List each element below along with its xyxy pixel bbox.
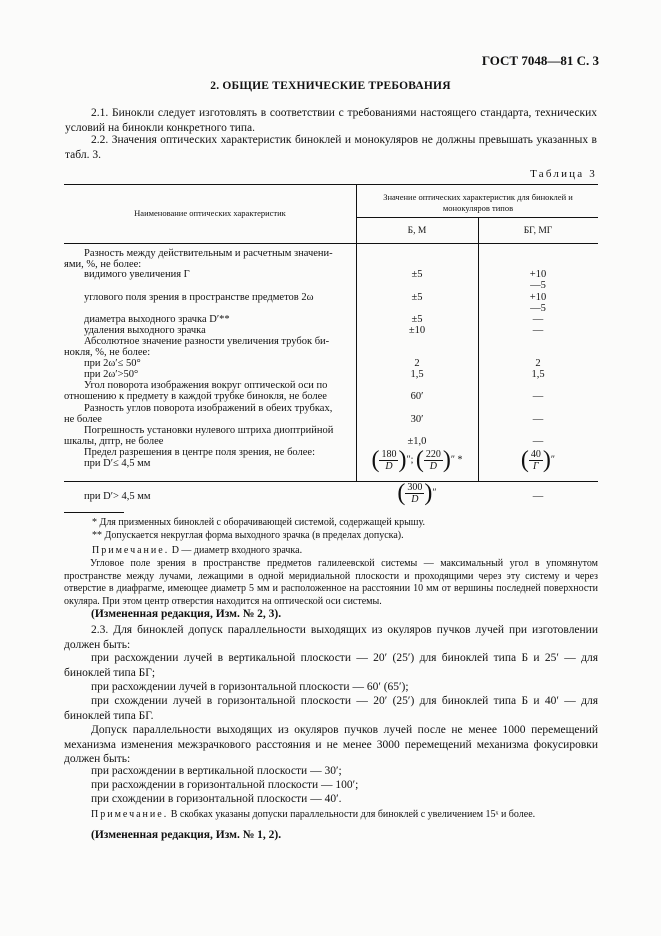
row-label: не более bbox=[64, 414, 102, 425]
cell-bm: ±5 bbox=[411, 314, 423, 325]
row-label: при D′≤ 4,5 мм bbox=[84, 458, 151, 469]
cell-bm: 1,5 bbox=[410, 369, 424, 380]
paragraph-2-3-item: при расхождении в горизонтальной плоскости — 100′; bbox=[91, 779, 359, 791]
cell-bm-resolution-2: ( $\frac{300}{D}$ )″ bbox=[397, 480, 437, 506]
note-3 bbox=[91, 809, 535, 822]
row-label: удаления выходного зрачка bbox=[84, 325, 206, 336]
cell-bm: ±1,0 bbox=[407, 436, 427, 447]
note-3-head: Примечание. bbox=[91, 809, 169, 820]
edit-note-1: (Измененная редакция, Изм. № 2, 3). bbox=[91, 608, 282, 620]
cell-bgmg: — bbox=[532, 491, 544, 502]
cell-bgmg: 2 bbox=[535, 358, 541, 369]
row-label: шкалы, дптр, не более bbox=[64, 436, 164, 447]
cell-bm: 2 bbox=[414, 358, 420, 369]
cell-bgmg: +10 bbox=[529, 292, 547, 303]
table-top-rule bbox=[64, 184, 598, 185]
section-title: 2. ОБЩИЕ ТЕХНИЧЕСКИЕ ТРЕБОВАНИЯ bbox=[210, 80, 451, 92]
col-bm-header: Б, М bbox=[407, 226, 427, 236]
paragraph-2-3-item: при расхождении лучей в вертикальной плоскости — 20′ (25′) для биноклей типа Б и 25′ — для биноклей типа БГ; bbox=[64, 652, 598, 679]
cell-bgmg: —5 bbox=[530, 303, 546, 314]
note-1 bbox=[92, 545, 302, 558]
cell-bgmg: — bbox=[532, 314, 544, 325]
table-caption: Таблица 3 bbox=[530, 168, 597, 180]
edit-note-2: (Измененная редакция, Изм. № 1, 2). bbox=[91, 829, 282, 841]
paragraph-2-3-item: при расхождении лучей в горизонтальной плоскости — 60′ (65′); bbox=[91, 681, 409, 693]
cell-bgmg: —5 bbox=[530, 280, 546, 291]
row-label: видимого увеличения Г bbox=[84, 269, 190, 280]
table-bottom-rule bbox=[64, 481, 598, 482]
cell-bm: 60′ bbox=[410, 391, 424, 402]
cell-bgmg: — bbox=[532, 325, 544, 336]
cell-bgmg-resolution: ( $\frac{40}{Г}$ )″ bbox=[520, 447, 556, 473]
row-label: Погрешность установки нулевого штриха диоптрийной bbox=[84, 425, 334, 436]
col-values-header: Значение оптических характеристик для биноклей и монокуляров типов bbox=[383, 192, 573, 213]
note-1-text: D — диаметр входного зрачка. bbox=[171, 545, 303, 556]
row-label: при 2ω′>50° bbox=[84, 369, 139, 380]
paragraph-2-1: 2.1. Бинокли следует изготовлять в соответствии с требованиями настоящего стандарта, технических условий на бинокли конкретного типа. bbox=[65, 107, 597, 134]
cell-bgmg: 1,5 bbox=[531, 369, 545, 380]
row-label: при D′> 4,5 мм bbox=[84, 491, 151, 502]
note-2: Угловое поле зрения в пространстве предметов галилеевской системы — максимальный угол в упомянутом пространстве между лучами, лежащими в одной меридиальной плоскости и проходящими через эту систему и через отверстие в диафрагме, имеющее диаметр 5 мм и расположенное на расстоянии 10 мм от вершины последней поверхности окуляра. При этом центр отверстия находится на оптической оси системы. bbox=[64, 558, 598, 607]
paragraph-2-3-item: при схождении лучей в горизонтальной плоскости — 20′ (25′) для биноклей типа Б и 40′ — для биноклей типа БГ. bbox=[64, 695, 598, 722]
row-label: Разность между действительным и расчетным значени- bbox=[84, 248, 333, 259]
cell-bm: 30′ bbox=[410, 414, 424, 425]
footnote-rule bbox=[64, 512, 124, 513]
row-label: Разность углов поворота изображений в обеих трубках, bbox=[84, 403, 333, 414]
row-label: нокля, %, не более: bbox=[64, 347, 151, 358]
note-1-head: Примечание. bbox=[92, 545, 170, 556]
paragraph-2-3: 2.3. Для биноклей допуск параллельности выходящих из окуляров пучков лучей при изготовлении должен быть: bbox=[64, 624, 598, 651]
row-label: при 2ω′≤ 50° bbox=[84, 358, 141, 369]
paragraph-2-3-tolerance: Допуск параллельности выходящих из окуляров пучков лучей после не менее 1000 перемещений механизма изменения межзрачкового расстояния и не менее 3000 перемещений механизма фокусировки должен быть: bbox=[64, 724, 598, 765]
row-label: Абсолютное значение разности увеличения трубок би- bbox=[84, 336, 330, 347]
cell-bgmg: — bbox=[532, 436, 544, 447]
cell-bm: ±10 bbox=[408, 325, 426, 336]
col-bgmg-header: БГ, МГ bbox=[523, 226, 553, 236]
cell-bgmg: — bbox=[532, 391, 544, 402]
col-name-header: Наименование оптических характеристик bbox=[134, 208, 286, 218]
cell-bm-resolution: ( $\frac{180}{D}$ )″; ( $\frac{220}{D}$ )″ * bbox=[371, 447, 463, 473]
row-label: отношению к предмету в каждой трубке бинокля, не более bbox=[64, 391, 327, 402]
footnote-1: * Для призменных биноклей с оборачивающей системой, содержащей крышу. bbox=[92, 517, 425, 528]
row-label: углового поля зрения в пространстве предметов 2ω bbox=[84, 292, 314, 303]
row-label: ями, %, не более: bbox=[64, 259, 142, 270]
table-header-bottom-rule bbox=[64, 243, 598, 244]
cell-bgmg: — bbox=[532, 414, 544, 425]
page-header: ГОСТ 7048—81 С. 3 bbox=[481, 53, 599, 68]
paragraph-2-3-item: при расхождении в вертикальной плоскости — 30′; bbox=[91, 765, 342, 777]
row-label: Предел разрешения в центре поля зрения, не более: bbox=[84, 447, 315, 458]
row-label: диаметра выходного зрачка D′** bbox=[84, 314, 230, 325]
cell-bgmg: +10 bbox=[529, 269, 547, 280]
cell-bm: ±5 bbox=[411, 292, 423, 303]
cell-bm: ±5 bbox=[411, 269, 423, 280]
table-header-mid-rule bbox=[356, 217, 598, 218]
paragraph-2-2: 2.2. Значения оптических характеристик биноклей и монокуляров не должны превышать указанных в табл. 3. bbox=[65, 134, 597, 161]
note-3-text: В скобках указаны допуски параллельности для биноклей с увеличением 15ˣ и более. bbox=[170, 809, 536, 820]
row-label: Угол поворота изображения вокруг оптической оси по bbox=[84, 380, 328, 391]
paragraph-2-3-item: при схождении в горизонтальной плоскости — 40′. bbox=[91, 793, 342, 805]
footnote-2: ** Допускается некруглая форма выходного зрачка (в пределах допуска). bbox=[92, 530, 404, 541]
